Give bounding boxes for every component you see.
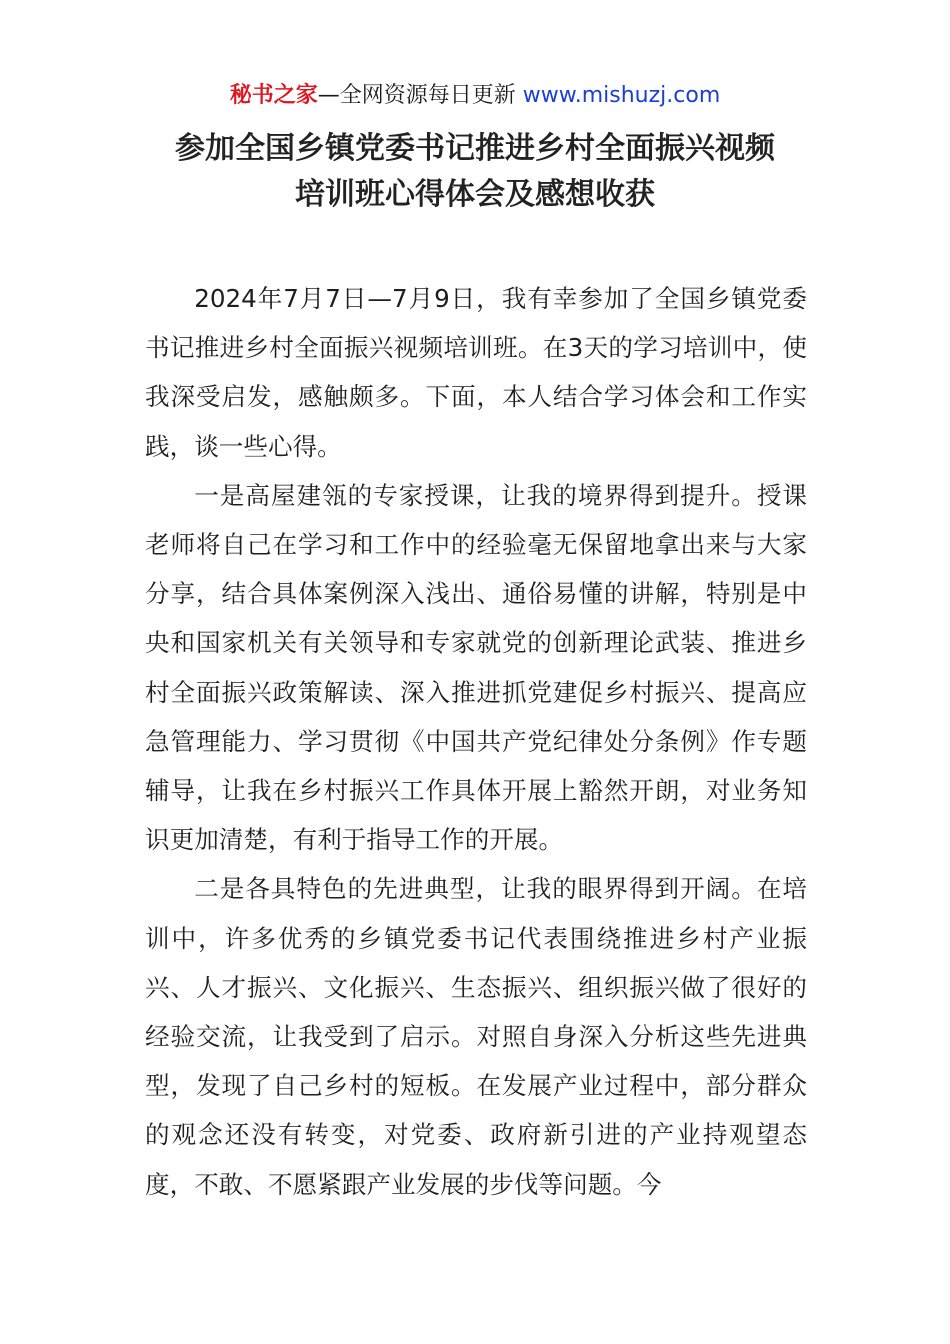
body-paragraph-1: 2024年7月7日—7月9日，我有幸参加了全国乡镇党委书记推进乡村全面振兴视频培训班。在3天的学习培训中，使我深受启发，感触颇多。下面，本人结合学习体会和工作实践，谈一些心得。 xyxy=(145,284,807,461)
body-paragraph-3: 二是各具特色的先进典型，让我的眼界得到开阔。在培训中，许多优秀的乡镇党委书记代表围绕推进乡村产业振兴、人才振兴、文化振兴、生态振兴、组织振兴做了很好的经验交流，让我受到了启示。对照自身深入分析这些先进典型，发现了自己乡村的短板。在发展产业过程中，部分群众的观念还没有转变，对党委、政府新引进的产业持观望态度，不敢、不愿紧跟产业发展的步伐等问题。今 xyxy=(145,874,807,1199)
document-title-line-1: 参加全国乡镇党委书记推进乡村全面振兴视频 xyxy=(175,131,775,166)
body-paragraph-2: 一是高屋建瓴的专家授课，让我的境界得到提升。授课老师将自己在学习和工作中的经验毫无保留地拿出来与大家分享，结合具体案例深入浅出、通俗易懂的讲解，特别是中央和国家机关有关领导和专家就党的创新理论武装、推进乡村全面振兴政策解读、深入推进抓党建促乡村振兴、提高应急管理能力、学习贯彻《中国共产党纪律处分条例》作专题辅导，让我在乡村振兴工作具体开展上豁然开朗，对业务知识更加清楚，有利于指导工作的开展。 xyxy=(145,480,807,855)
site-tagline: —全网资源每日更新 xyxy=(317,83,523,108)
site-brand: 秘书之家 xyxy=(229,83,318,108)
document-body xyxy=(145,274,807,1209)
document-title-line-2: 培训班心得体会及感想收获 xyxy=(295,177,655,212)
site-url-link[interactable]: www.mishuzj.com xyxy=(522,83,721,108)
site-header xyxy=(0,80,950,112)
document-title xyxy=(0,126,950,218)
